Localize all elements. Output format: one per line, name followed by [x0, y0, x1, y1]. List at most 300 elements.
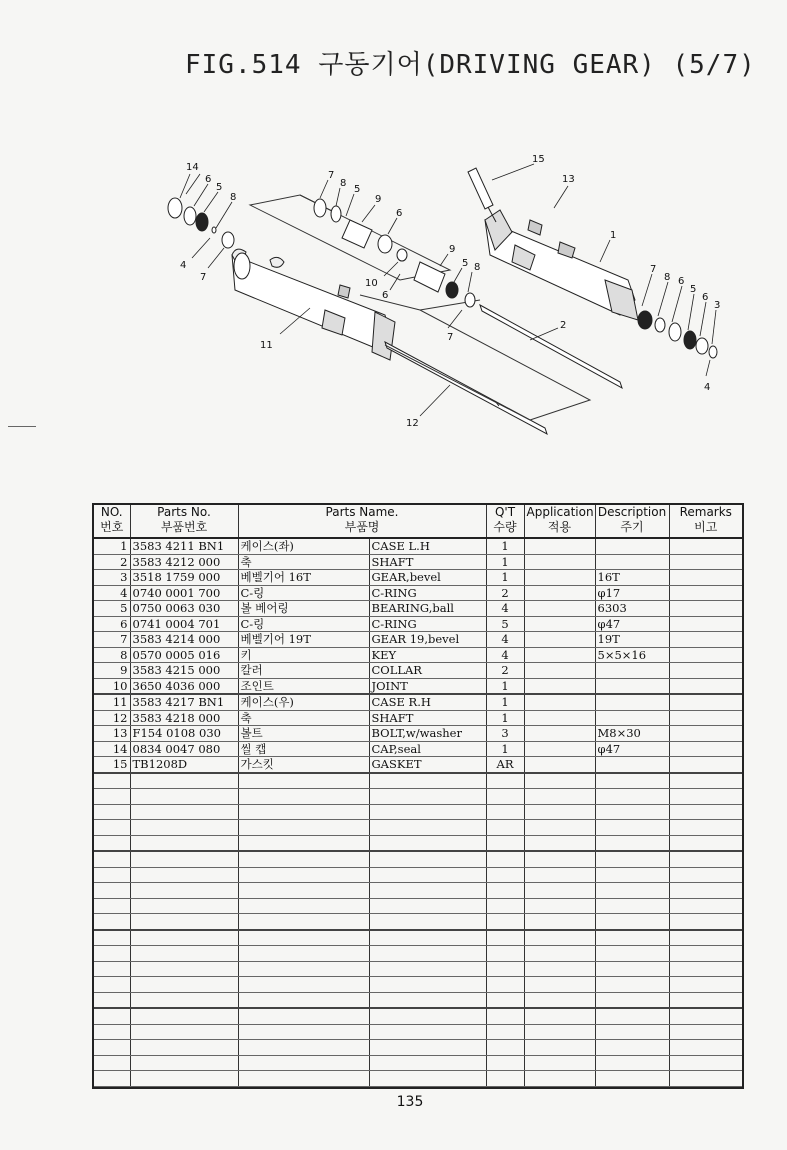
cell-qt [486, 773, 524, 789]
cell-desc [595, 554, 669, 570]
blank-table-row [94, 1040, 742, 1056]
cell-en: C-RING [369, 585, 486, 601]
cell-qt [486, 851, 524, 867]
cell-qt [486, 867, 524, 883]
cell-part [130, 1024, 238, 1040]
blank-table-row [94, 835, 742, 851]
cell-no [94, 1071, 130, 1087]
cell-app [524, 820, 595, 836]
cell-no [94, 867, 130, 883]
svg-text:9: 9 [449, 244, 456, 255]
cell-desc: 5×5×16 [595, 647, 669, 663]
cell-ko: 조인트 [238, 678, 369, 694]
cell-app [524, 867, 595, 883]
blank-table-row [94, 946, 742, 962]
cell-en [369, 930, 486, 946]
cell-part [130, 867, 238, 883]
cell-rem [669, 538, 742, 554]
cell-app [524, 930, 595, 946]
cell-app [524, 1024, 595, 1040]
cell-part: 0570 0005 016 [130, 647, 238, 663]
cell-qt [486, 1024, 524, 1040]
cell-ko [238, 914, 369, 930]
cell-ko [238, 977, 369, 993]
cell-qt: 1 [486, 554, 524, 570]
cell-en [369, 835, 486, 851]
header-parts-no: Parts No. 부품번호 [130, 505, 238, 538]
cell-app [524, 1071, 595, 1087]
cell-ko: 베벨기어 16T [238, 570, 369, 586]
svg-text:6: 6 [205, 174, 212, 185]
cell-rem [669, 678, 742, 694]
table-row [94, 694, 742, 710]
cell-no: 1 [94, 538, 130, 554]
cell-no: 11 [94, 694, 130, 710]
table-row [94, 663, 742, 679]
cell-qt: 1 [486, 694, 524, 710]
cell-en [369, 977, 486, 993]
cell-app [524, 678, 595, 694]
cell-ko [238, 1008, 369, 1024]
table-row [94, 726, 742, 742]
header-remarks: Remarks 비고 [669, 505, 742, 538]
table-row [94, 554, 742, 570]
svg-text:4: 4 [180, 260, 187, 271]
cell-ko: 축 [238, 710, 369, 726]
table-row [94, 632, 742, 648]
cell-ko [238, 867, 369, 883]
cell-no: 5 [94, 601, 130, 617]
cell-desc: φ17 [595, 585, 669, 601]
cell-app [524, 898, 595, 914]
cell-rem [669, 726, 742, 742]
cell-qt [486, 835, 524, 851]
cell-desc [595, 710, 669, 726]
cell-en: GASKET [369, 757, 486, 773]
table-row [94, 538, 742, 554]
blank-table-row [94, 914, 742, 930]
cell-qt: 1 [486, 570, 524, 586]
cell-app [524, 914, 595, 930]
cell-no [94, 789, 130, 805]
cell-qt [486, 946, 524, 962]
header-application: Application 적용 [524, 505, 595, 538]
cell-qt: 1 [486, 710, 524, 726]
cell-no: 12 [94, 710, 130, 726]
cell-ko: 키 [238, 647, 369, 663]
cell-app [524, 1040, 595, 1056]
cell-en [369, 1008, 486, 1024]
cell-desc: M8×30 [595, 726, 669, 742]
svg-text:8: 8 [230, 192, 237, 203]
cell-en: KEY [369, 647, 486, 663]
cell-part [130, 977, 238, 993]
cell-rem [669, 851, 742, 867]
cell-no: 13 [94, 726, 130, 742]
cell-en [369, 914, 486, 930]
table-row [94, 647, 742, 663]
svg-text:7: 7 [200, 272, 207, 283]
cell-desc: 19T [595, 632, 669, 648]
cell-rem [669, 1071, 742, 1087]
cell-app [524, 632, 595, 648]
cell-no [94, 961, 130, 977]
cell-en [369, 820, 486, 836]
cell-part [130, 914, 238, 930]
blank-table-row [94, 898, 742, 914]
cell-en: CASE R.H [369, 694, 486, 710]
cell-desc [595, 773, 669, 789]
table-header-row [94, 505, 742, 538]
cell-qt: 4 [486, 647, 524, 663]
cell-no: 9 [94, 663, 130, 679]
cell-rem [669, 867, 742, 883]
cell-qt [486, 898, 524, 914]
cell-qt [486, 914, 524, 930]
cell-qt: 5 [486, 616, 524, 632]
cell-qt [486, 789, 524, 805]
cell-ko [238, 804, 369, 820]
cell-ko [238, 851, 369, 867]
cell-ko: C-링 [238, 616, 369, 632]
cell-ko: 케이스(좌) [238, 538, 369, 554]
cell-rem [669, 616, 742, 632]
blank-table-row [94, 789, 742, 805]
cell-no [94, 946, 130, 962]
cell-desc [595, 663, 669, 679]
cell-rem [669, 930, 742, 946]
cell-en [369, 961, 486, 977]
cell-desc [595, 678, 669, 694]
cell-en: JOINT [369, 678, 486, 694]
cell-part [130, 930, 238, 946]
cell-en [369, 804, 486, 820]
cell-app [524, 647, 595, 663]
cell-part: 3583 4212 000 [130, 554, 238, 570]
cell-en [369, 1071, 486, 1087]
cell-no [94, 977, 130, 993]
cell-qt [486, 1040, 524, 1056]
cell-rem [669, 773, 742, 789]
svg-text:2: 2 [560, 320, 567, 331]
cell-app [524, 570, 595, 586]
cell-rem [669, 961, 742, 977]
cell-app [524, 741, 595, 757]
svg-text:13: 13 [562, 174, 575, 185]
cell-no [94, 851, 130, 867]
svg-text:10: 10 [365, 278, 378, 289]
cell-qt [486, 820, 524, 836]
cell-desc: φ47 [595, 616, 669, 632]
table-row [94, 601, 742, 617]
cell-app [524, 1055, 595, 1071]
cell-desc [595, 1055, 669, 1071]
blank-table-row [94, 1071, 742, 1087]
cell-part [130, 804, 238, 820]
cell-en [369, 883, 486, 899]
blank-table-row [94, 961, 742, 977]
table-row [94, 570, 742, 586]
cell-part [130, 1040, 238, 1056]
svg-text:8: 8 [340, 178, 347, 189]
parts-list-table [92, 503, 744, 1089]
cell-no [94, 1055, 130, 1071]
cell-rem [669, 820, 742, 836]
cell-en: C-RING [369, 616, 486, 632]
cell-no [94, 1008, 130, 1024]
cell-rem [669, 977, 742, 993]
cell-desc [595, 867, 669, 883]
cell-rem [669, 1008, 742, 1024]
cell-ko [238, 835, 369, 851]
cell-desc [595, 1071, 669, 1087]
left-seal-parts [168, 198, 234, 248]
cell-qt [486, 1055, 524, 1071]
header-qty: Q'T 수량 [486, 505, 524, 538]
cell-no [94, 883, 130, 899]
cell-no: 3 [94, 570, 130, 586]
cell-en: SHAFT [369, 710, 486, 726]
cell-rem [669, 632, 742, 648]
cell-desc [595, 538, 669, 554]
cell-part: 3583 4215 000 [130, 663, 238, 679]
table-row [94, 741, 742, 757]
svg-text:3: 3 [714, 300, 721, 311]
cell-ko [238, 1055, 369, 1071]
cell-en [369, 1040, 486, 1056]
cell-desc [595, 914, 669, 930]
svg-text:9: 9 [375, 194, 382, 205]
cell-ko [238, 961, 369, 977]
cell-app [524, 757, 595, 773]
cell-ko: 축 [238, 554, 369, 570]
margin-mark [8, 426, 36, 427]
svg-text:8: 8 [664, 272, 671, 283]
right-gear-parts [638, 311, 717, 358]
cell-rem [669, 757, 742, 773]
cell-part [130, 1055, 238, 1071]
svg-text:12: 12 [406, 418, 419, 429]
table-row [94, 710, 742, 726]
cell-part [130, 898, 238, 914]
cell-no [94, 1024, 130, 1040]
cell-desc: φ47 [595, 741, 669, 757]
cell-desc [595, 992, 669, 1008]
cell-app [524, 789, 595, 805]
cell-desc [595, 930, 669, 946]
cell-desc [595, 977, 669, 993]
cell-desc [595, 789, 669, 805]
blank-table-row [94, 773, 742, 789]
cell-rem [669, 1024, 742, 1040]
cell-qt: 2 [486, 663, 524, 679]
cell-rem [669, 946, 742, 962]
cell-part: F154 0108 030 [130, 726, 238, 742]
cell-qt [486, 992, 524, 1008]
cell-part [130, 851, 238, 867]
svg-text:7: 7 [447, 332, 454, 343]
blank-table-row [94, 867, 742, 883]
cell-en: CASE L.H [369, 538, 486, 554]
cell-desc [595, 757, 669, 773]
cell-no [94, 773, 130, 789]
cell-qt: 4 [486, 601, 524, 617]
cell-no [94, 914, 130, 930]
cell-desc [595, 883, 669, 899]
cell-desc [595, 898, 669, 914]
cell-ko: 칼러 [238, 663, 369, 679]
cell-app [524, 694, 595, 710]
svg-text:5: 5 [216, 182, 223, 193]
cell-desc [595, 835, 669, 851]
cell-ko: C-링 [238, 585, 369, 601]
svg-text:8: 8 [474, 262, 481, 273]
cell-rem [669, 585, 742, 601]
cell-qt: 4 [486, 632, 524, 648]
cell-app [524, 835, 595, 851]
cell-app [524, 601, 595, 617]
cell-ko: 볼트 [238, 726, 369, 742]
cell-desc [595, 1040, 669, 1056]
cell-en: GEAR 19,bevel [369, 632, 486, 648]
svg-text:5: 5 [690, 284, 697, 295]
cell-rem [669, 554, 742, 570]
cell-app [524, 1008, 595, 1024]
svg-text:5: 5 [462, 258, 469, 269]
cell-part [130, 789, 238, 805]
cell-rem [669, 741, 742, 757]
blank-table-row [94, 1024, 742, 1040]
cell-no [94, 898, 130, 914]
cell-en [369, 1024, 486, 1040]
cell-part [130, 961, 238, 977]
blank-table-row [94, 804, 742, 820]
cell-no [94, 835, 130, 851]
cell-app [524, 992, 595, 1008]
cell-part [130, 773, 238, 789]
page-number: 135 [396, 1094, 424, 1110]
cell-qt [486, 977, 524, 993]
cell-qt [486, 1071, 524, 1087]
cell-part: TB1208D [130, 757, 238, 773]
cell-qt [486, 804, 524, 820]
cell-qt: 1 [486, 538, 524, 554]
cell-en [369, 789, 486, 805]
cell-en [369, 867, 486, 883]
cell-en [369, 851, 486, 867]
cell-en: GEAR,bevel [369, 570, 486, 586]
blank-table-row [94, 977, 742, 993]
table-row [94, 757, 742, 773]
cell-qt [486, 1008, 524, 1024]
table-row [94, 585, 742, 601]
cell-ko: 베벨기어 19T [238, 632, 369, 648]
cell-rem [669, 710, 742, 726]
cell-app [524, 663, 595, 679]
cell-ko [238, 773, 369, 789]
cell-ko: 케이스(우) [238, 694, 369, 710]
blank-table-row [94, 851, 742, 867]
cell-ko [238, 820, 369, 836]
svg-text:7: 7 [328, 170, 335, 181]
header-no: NO. 번호 [94, 505, 130, 538]
cell-rem [669, 601, 742, 617]
cell-qt: 2 [486, 585, 524, 601]
blank-table-row [94, 992, 742, 1008]
cell-en [369, 898, 486, 914]
cell-ko [238, 883, 369, 899]
cell-ko [238, 1040, 369, 1056]
cell-app [524, 851, 595, 867]
cell-no: 10 [94, 678, 130, 694]
cell-en: BOLT,w/washer [369, 726, 486, 742]
cell-rem [669, 835, 742, 851]
cell-no: 4 [94, 585, 130, 601]
cell-app [524, 977, 595, 993]
cell-qt: 1 [486, 678, 524, 694]
cell-no: 2 [94, 554, 130, 570]
cell-part: 3518 1759 000 [130, 570, 238, 586]
cell-desc [595, 1024, 669, 1040]
cell-no: 15 [94, 757, 130, 773]
cell-part: 0741 0004 701 [130, 616, 238, 632]
cell-part: 3650 4036 000 [130, 678, 238, 694]
cell-en: CAP,seal [369, 741, 486, 757]
cell-qt [486, 883, 524, 899]
cell-ko: 가스킷 [238, 757, 369, 773]
cell-app [524, 883, 595, 899]
cell-part: 3583 4217 BN1 [130, 694, 238, 710]
cell-qt [486, 930, 524, 946]
cell-en: SHAFT [369, 554, 486, 570]
cell-desc [595, 946, 669, 962]
cell-part [130, 820, 238, 836]
cell-desc [595, 820, 669, 836]
cell-part [130, 1071, 238, 1087]
svg-text:6: 6 [382, 290, 389, 301]
blank-table-row [94, 820, 742, 836]
cell-no [94, 992, 130, 1008]
cell-rem [669, 789, 742, 805]
cell-ko: 씰 캡 [238, 741, 369, 757]
cell-no [94, 820, 130, 836]
svg-text:6: 6 [702, 292, 709, 303]
cell-part: 3583 4211 BN1 [130, 538, 238, 554]
cell-ko [238, 930, 369, 946]
cell-app [524, 554, 595, 570]
cell-app [524, 538, 595, 554]
cell-app [524, 773, 595, 789]
cell-part [130, 883, 238, 899]
blank-table-row [94, 930, 742, 946]
cell-en [369, 992, 486, 1008]
exploded-parts-diagram [150, 150, 730, 450]
svg-text:11: 11 [260, 340, 273, 351]
cell-rem [669, 804, 742, 820]
cell-ko [238, 946, 369, 962]
cell-qt: 1 [486, 741, 524, 757]
cell-no [94, 804, 130, 820]
svg-text:7: 7 [650, 264, 657, 275]
cell-desc: 16T [595, 570, 669, 586]
blank-table-row [94, 1055, 742, 1071]
cell-app [524, 961, 595, 977]
cell-app [524, 726, 595, 742]
cell-en [369, 773, 486, 789]
cell-rem [669, 570, 742, 586]
cell-desc [595, 961, 669, 977]
cell-qt [486, 961, 524, 977]
